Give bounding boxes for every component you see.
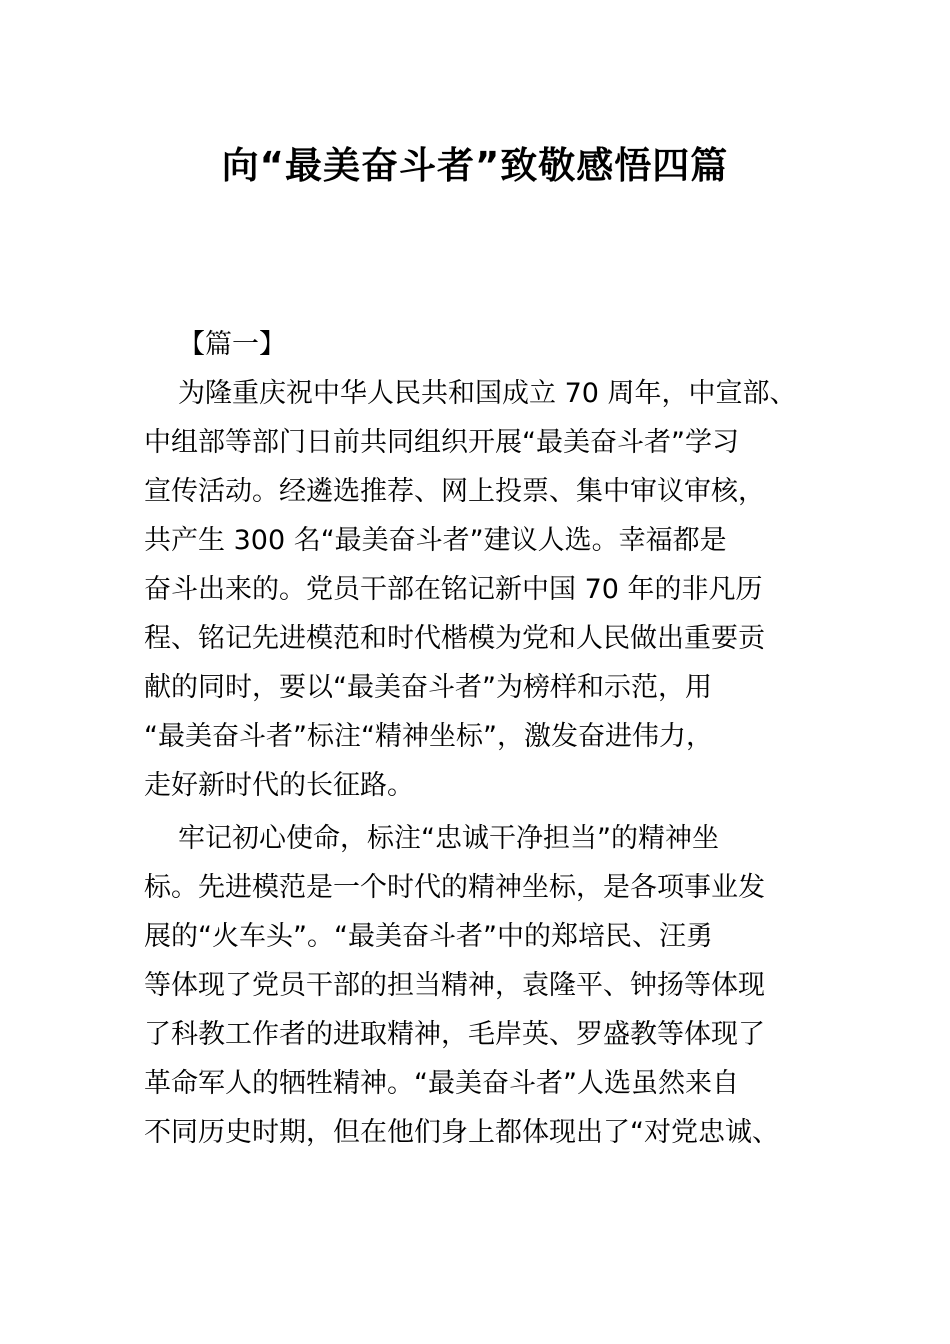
paragraph-2 bbox=[144, 814, 824, 1157]
paragraph-line: “最美奋斗者”标注“精神坐标”，激发奋进伟力， bbox=[144, 721, 713, 752]
paragraph-1 bbox=[144, 369, 824, 810]
paragraph-line: 献的同时，要以“最美奋斗者”为榜样和示范，用 bbox=[144, 672, 712, 703]
paragraph-line: 展的“火车头”。“最美奋斗者”中的郑培民、汪勇 bbox=[144, 921, 713, 952]
document-body bbox=[144, 320, 824, 1157]
paragraph-line: 了科教工作者的进取精神，毛岸英、罗盛教等体现了 bbox=[144, 1019, 765, 1050]
paragraph-line: 不同历史时期，但在他们身上都体现出了“对党忠诚、 bbox=[144, 1117, 779, 1148]
paragraph-line: 标。先进模范是一个时代的精神坐标，是各项事业发 bbox=[144, 872, 765, 903]
paragraph-line: 中组部等部门日前共同组织开展“最美奋斗者”学习 bbox=[144, 427, 739, 458]
paragraph-line: 牢记初心使命，标注“忠诚干净担当”的精神坐 bbox=[178, 823, 719, 854]
paragraph-line: 奋斗出来的。党员干部在铭记新中国 70 年的非凡历 bbox=[144, 574, 763, 605]
paragraph-line: 为隆重庆祝中华人民共和国成立 70 周年，中宣部、 bbox=[178, 378, 797, 409]
paragraph-line: 程、铭记先进模范和时代楷模为党和人民做出重要贡 bbox=[144, 623, 765, 654]
document-title: 向“最美奋斗者”致敬感悟四篇 bbox=[221, 144, 729, 187]
section-heading: 【篇一】 bbox=[178, 329, 286, 360]
paragraph-line: 宣传活动。经遴选推荐、网上投票、集中审议审核， bbox=[144, 476, 765, 507]
paragraph-line: 走好新时代的长征路。 bbox=[144, 770, 414, 801]
paragraph-line: 等体现了党员干部的担当精神，袁隆平、钟扬等体现 bbox=[144, 970, 765, 1001]
paragraph-line: 共产生 300 名“最美奋斗者”建议人选。幸福都是 bbox=[144, 525, 727, 556]
paragraph-line: 革命军人的牺牲精神。“最美奋斗者”人选虽然来自 bbox=[144, 1068, 739, 1099]
